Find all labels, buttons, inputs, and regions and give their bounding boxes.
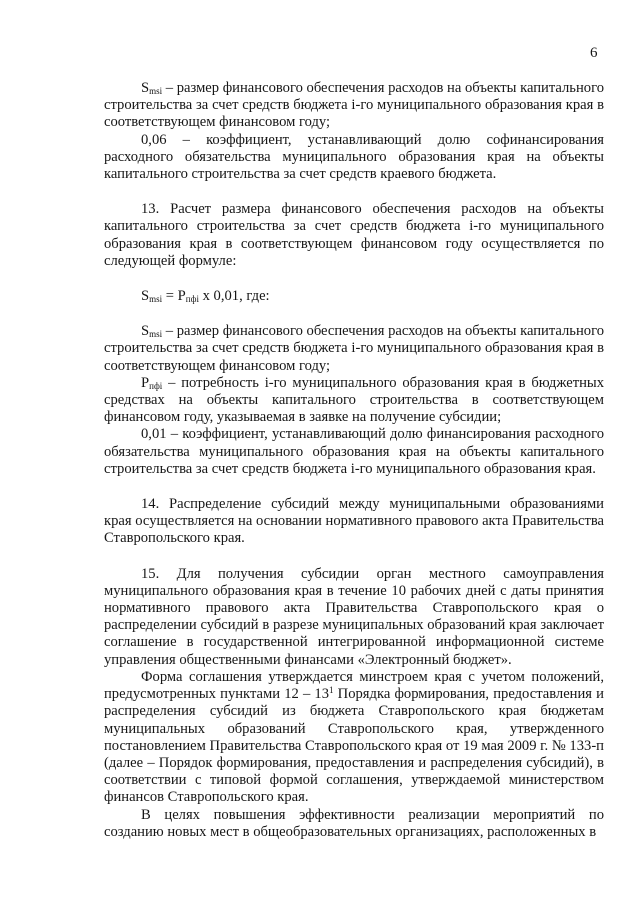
paragraph-smsi-definition: $S_{msi}$ – размер финансового обеспечения расходов на объекты капитального строительства за счет средств бюджета i-го муниципального образования края в соответствующем финансовом году;: [104, 80, 604, 131]
page-number: 6: [590, 45, 598, 61]
paragraph-coefficient-006: 0,06 – коэффициент, устанавливающий долю софинансирования расходного обязательства муниципального образования края на объекты капитального строительства за счет средств краевого бюджета.: [104, 131, 604, 183]
paragraph-14: 14. Распределение субсидий между муниципальными образованиями края осуществляется на основании нормативного правового акта Правительства Ставропольского края.: [104, 496, 604, 547]
paragraph-ppfi-definition: $P_{пфi}$ – потребность i-го муниципального образования края в бюджетных средствах на объекты капитального строительства в соответствующем финансовом году, указываемая в заявке на получение субсидии;: [104, 374, 604, 426]
paragraph-smsi-definition-2: $S_{msi}$ – размер финансового обеспечения расходов на объекты капитального строительства за счет средств бюджета i-го муниципального образования края в соответствующем финансовом году;: [104, 323, 604, 374]
document-body: [104, 80, 604, 841]
paragraph-13: 13. Расчет размера финансового обеспечения расходов на объекты капитального строительства за счет средств бюджета i-го муниципального образования края в соответствующем финансовом году осуществляется по следующей формуле:: [104, 201, 604, 269]
paragraph-coefficient-001: 0,01 – коэффициент, устанавливающий долю финансирования расходного обязательства муниципального образования края на объекты капитального строительства за счет средств бюджета i-го муниципального образования края.: [104, 426, 604, 477]
paragraph-agreement-form: Форма соглашения утверждается минстроем края с учетом положений, предусмотренных пунктами $12 - 13^1$ Порядка формирования, предоставления и распределения субсидий из бюджета Ставропольского края бюджетам муниципальных образований Ставропольского края, утвержденного постановлением Правительства Ставропольского края от 19 мая 2009 г. № 133-п (далее – Порядок формирования, предоставления и распределения субсидий), в соответствии с типовой формой соглашения, утверждаемой министерством финансов Ставропольского края.: [104, 668, 604, 806]
paragraph-15: 15. Для получения субсидии орган местного самоуправления муниципального образования края в течение 10 рабочих дней с даты принятия нормативного правового акта Правительства Ставропольского края о распределении субсидий в разрезе муниципальных образований края заключает соглашение в государственной интегрированной информационной системе управления общественными финансами «Электронный бюджет».: [104, 565, 604, 668]
formula: $S_{msi} = P_{пфi}$ x 0,01, где:: [141, 288, 270, 305]
paragraph-efficiency: В целях повышения эффективности реализации мероприятий по созданию новых мест в общеобразовательных организациях, расположенных в: [104, 806, 604, 840]
